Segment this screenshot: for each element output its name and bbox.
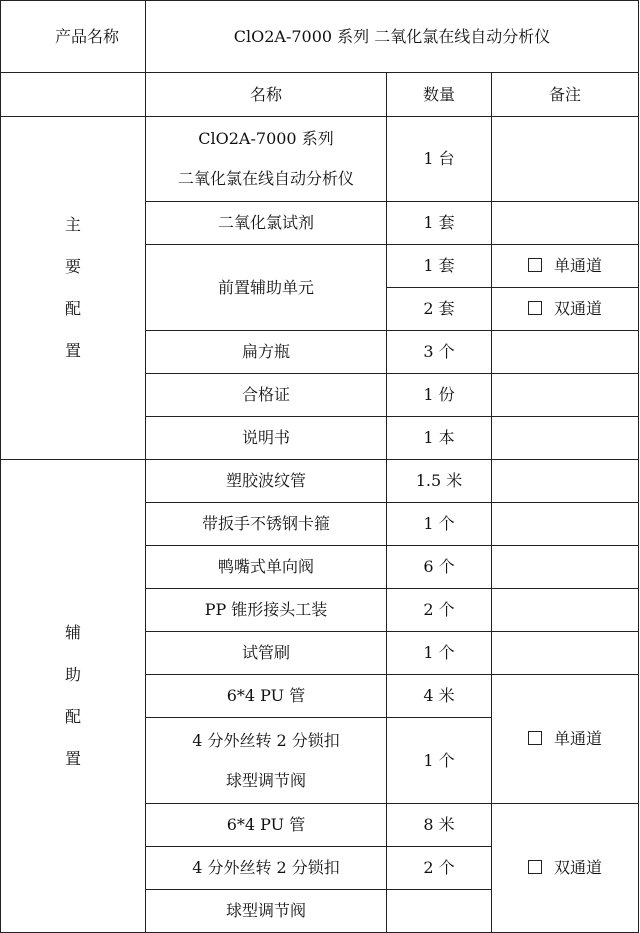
item-qty: 2 个	[387, 847, 492, 890]
item-note	[492, 460, 639, 503]
product-name-value: ClO2A-7000 系列 二氧化氯在线自动分析仪	[146, 1, 639, 73]
item-name: PP 锥形接头工装	[146, 589, 387, 632]
item-note	[492, 804, 639, 933]
item-name: 试管刷	[146, 632, 387, 675]
item-name: 说明书	[146, 417, 387, 460]
product-name-label: 产品名称	[1, 1, 146, 73]
column-header-name: 名称	[146, 73, 387, 117]
section-title-char: 配	[64, 707, 81, 726]
table-row	[1, 460, 639, 503]
item-name: 6*4 PU 管	[146, 675, 387, 718]
section-title-char: 主	[64, 215, 81, 234]
column-header-note: 备注	[492, 73, 639, 117]
item-name	[146, 718, 387, 804]
item-qty	[387, 890, 492, 933]
item-name: 6*4 PU 管	[146, 804, 387, 847]
item-note	[492, 417, 639, 460]
item-name: 球型调节阀	[146, 890, 387, 933]
item-note	[492, 632, 639, 675]
item-qty: 1 个	[387, 632, 492, 675]
section-title-char: 辅	[64, 623, 81, 642]
item-qty: 8 米	[387, 804, 492, 847]
item-name	[146, 117, 387, 202]
item-name: 塑胶波纹管	[146, 460, 387, 503]
header-row	[1, 1, 639, 73]
blank-header-cell	[1, 73, 146, 117]
item-qty: 6 个	[387, 546, 492, 589]
item-name: 扁方瓶	[146, 331, 387, 374]
item-name-line2: 二氧化氯在线自动分析仪	[177, 169, 354, 188]
item-name-line2: 球型调节阀	[225, 770, 306, 790]
item-note	[492, 589, 639, 632]
aux-single-channel-label: 单通道	[554, 729, 603, 748]
item-qty: 1 套	[387, 202, 492, 245]
dual-channel-checkbox[interactable]	[528, 301, 542, 315]
aux-single-channel-checkbox[interactable]	[528, 731, 542, 745]
item-name: 前置辅助单元	[146, 245, 387, 331]
aux-dual-channel-label: 双通道	[554, 858, 603, 877]
section-title-aux	[1, 460, 146, 933]
item-note	[492, 288, 639, 331]
item-name: 带扳手不锈钢卡箍	[146, 503, 387, 546]
item-note	[492, 374, 639, 417]
single-channel-checkbox[interactable]	[528, 258, 542, 272]
section-title-char: 配	[64, 299, 81, 318]
item-name: 鸭嘴式单向阀	[146, 546, 387, 589]
item-qty: 1 台	[387, 117, 492, 202]
section-title-char: 要	[64, 257, 81, 276]
column-header-qty: 数量	[387, 73, 492, 117]
item-qty: 1.5 米	[387, 460, 492, 503]
section-title-char: 助	[64, 665, 81, 684]
item-qty: 1 份	[387, 374, 492, 417]
item-name-line1: ClO2A-7000 系列	[198, 129, 334, 148]
section-title-char: 置	[64, 749, 81, 768]
item-name: 二氧化氯试剂	[146, 202, 387, 245]
item-note	[492, 546, 639, 589]
single-channel-label: 单通道	[554, 256, 603, 275]
item-note	[492, 245, 639, 288]
aux-dual-channel-checkbox[interactable]	[528, 860, 542, 874]
item-qty: 1 本	[387, 417, 492, 460]
item-note	[492, 117, 639, 202]
item-qty: 4 米	[387, 675, 492, 718]
table-row	[1, 117, 639, 202]
item-note	[492, 503, 639, 546]
item-note	[492, 202, 639, 245]
item-qty: 1 个	[387, 503, 492, 546]
item-note	[492, 331, 639, 374]
item-qty: 1 套	[387, 245, 492, 288]
item-note	[492, 675, 639, 804]
section-title-char: 置	[64, 341, 81, 360]
item-name: 4 分外丝转 2 分锁扣	[146, 847, 387, 890]
item-name: 合格证	[146, 374, 387, 417]
item-qty: 1 个	[387, 718, 492, 804]
item-qty: 2 套	[387, 288, 492, 331]
item-name-line1: 4 分外丝转 2 分锁扣	[192, 730, 340, 750]
item-qty: 3 个	[387, 331, 492, 374]
column-header-row	[1, 73, 639, 117]
dual-channel-label: 双通道	[554, 299, 603, 318]
section-title-main	[1, 117, 146, 460]
item-qty: 2 个	[387, 589, 492, 632]
